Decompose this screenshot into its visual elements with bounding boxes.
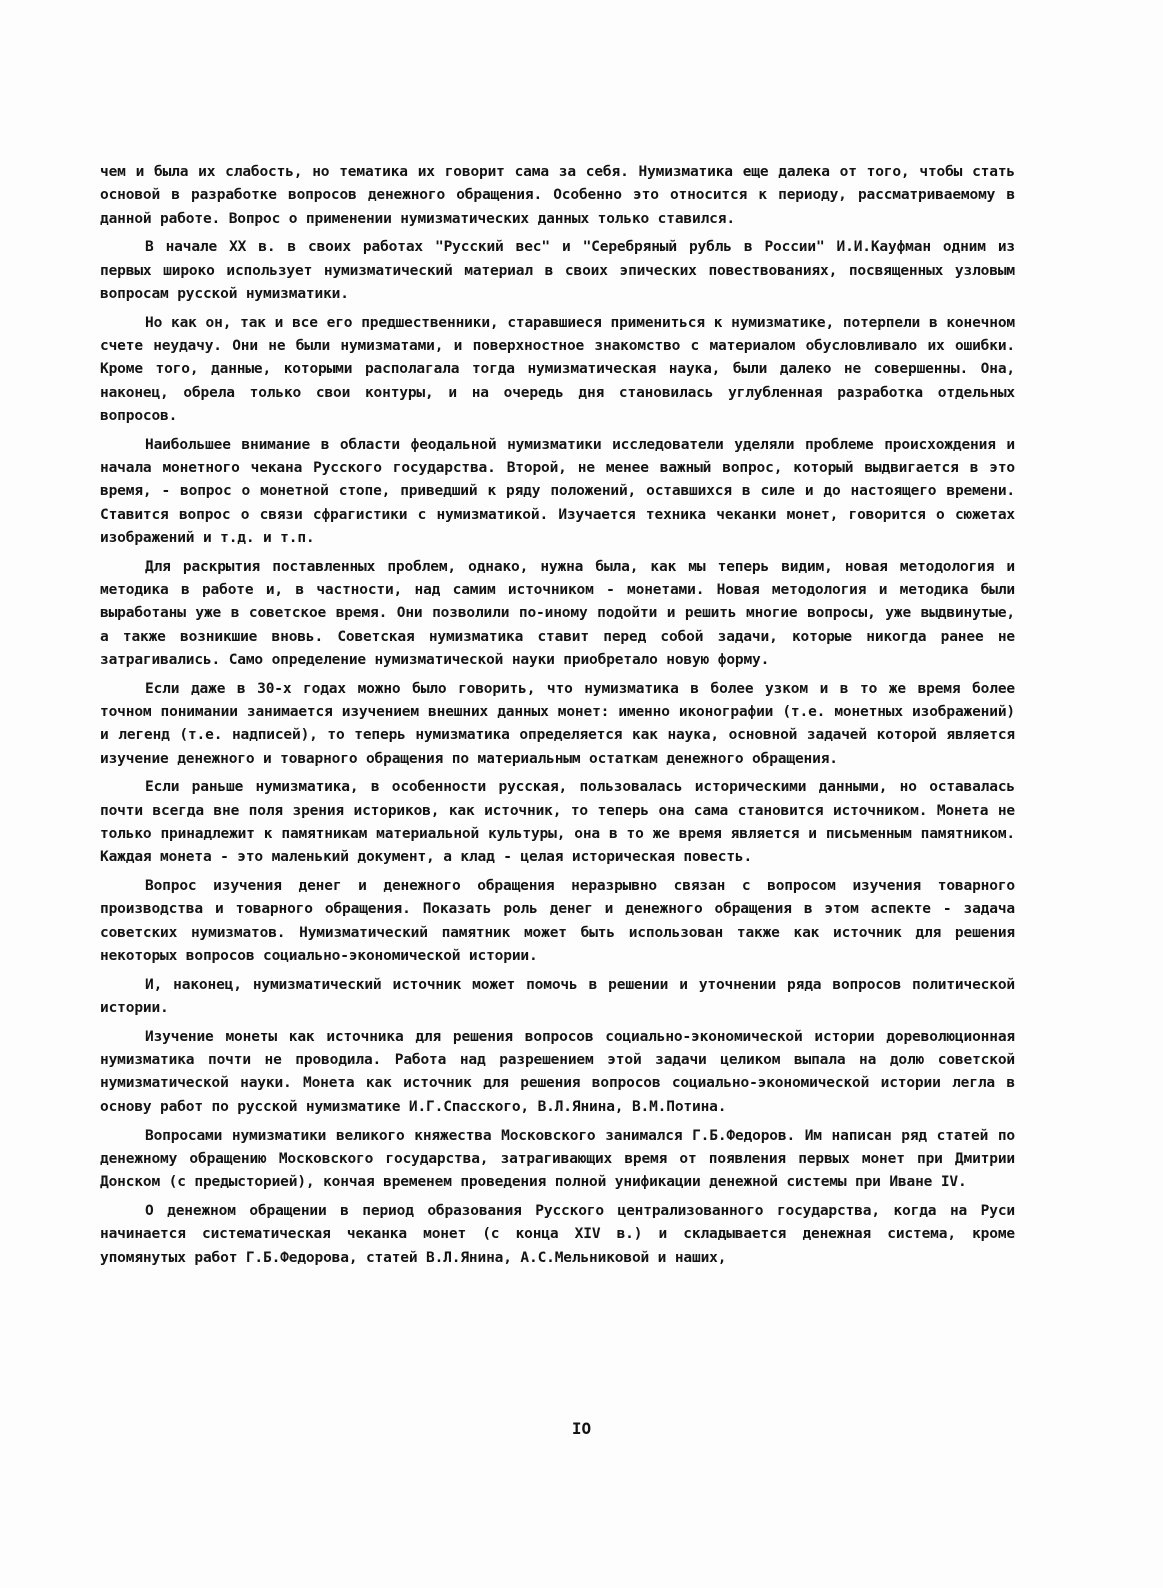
paragraph-7: Если раньше нумизматика, в особенности русская, пользовалась историческими данными, но оставалась почти всегда вне поля зрения историков, как источник, то теперь она сама становится источником. Монета не только принадлежит к памятникам материальной культуры, она в то же время является и письменным памятником. Каждая монета - это маленький документ, а клад - целая историческая повесть. [100,779,1015,866]
paragraph-11: Вопросами нумизматики великого княжества Московского занимался Г.Б.Федоров. Им написан ряд статей по денежному обращению Московского государства, затрагивающих время от появления первых монет при Дмитрии Донском (с предысторией), кончая временем проведения полной унификации денежной системы при Иване IV. [100,1127,1015,1191]
paragraph-3: Но как он, так и все его предшественники, старавшиеся примениться к нумизматике, потерпели в конечном счете неудачу. Они не были нумизматами, и поверхностное знакомство с материалом обусловливало их ошибки. Кроме того, данные, которыми располагала тогда нумизматическая наука, были далеко не совершенны. Она, наконец, обрела только свои контуры, и на очередь дня становилась углубленная разработка отдельных вопросов. [100,314,1015,424]
paragraph-6: Если даже в 30-х годах можно было говорить, что нумизматика в более узком и в то же время более точном понимании занимается изучением внешних данных монет: именно иконографии (т.е. монетных изображений) и легенд (т.е. надписей), то теперь нумизматика определяется как наука, основной задачей которой является изучение денежного и товарного обращения по материальным остаткам денежного обращения. [100,680,1015,767]
paragraph-1: чем и была их слабость, но тематика их говорит сама за себя. Нумизматика еще далека от того, чтобы стать основой в разработке вопросов денежного обращения. Особенно это относится к периоду, рассматриваемому в данной работе. Вопрос о применении нумизматических данных только ставился. [100,164,1015,227]
paragraph-2: В начале XX в. в своих работах "Русский вес" и "Серебряный рубль в России" И.И.Кауфман одним из первых широко использует нумизматический материал в своих эпических повествованиях, посвященных узловым вопросам русской нумизматики. [100,239,1015,302]
paragraph-12: О денежном обращении в период образования Русского централизованного государства, когда на Руси начинается систематическая чеканка монет (с конца XIV в.) и складывается денежная система, кроме упомянутых работ Г.Б.Федорова, статей В.Л.Янина, А.С.Мельниковой и наших, [100,1202,1015,1266]
paragraph-8: Вопрос изучения денег и денежного обращения неразрывно связан с вопросом изучения товарного производства и товарного обращения. Показать роль денег и денежного обращения в этом аспекте - задача советских нумизматов. Нумизматический памятник может быть использован также как источник для решения некоторых вопросов социально-экономической истории. [100,878,1015,964]
paragraph-5: Для раскрытия поставленных проблем, однако, нужна была, как мы теперь видим, новая методология и методика в работе и, в частности, над самим источником - монетами. Новая методология и методика были выработаны уже в советское время. Они позволили по-иному подойти и решить многие вопросы, уже выдвинутые, а также возникшие вновь. Советская нумизматика ставит перед собой задачи, которые никогда ранее не затрагивались. Само определение нумизматической науки приобретало новую форму. [100,558,1015,668]
page-number: IO [571,1419,592,1438]
body-text [100,161,1015,1275]
paragraph-9: И, наконец, нумизматический источник может помочь в решении и уточнении ряда вопросов политической истории. [100,976,1015,1017]
paragraph-4: Наибольшее внимание в области феодальной нумизматики исследователи уделяли проблеме происхождения и начала монетного чекана Русского государства. Второй, не менее важный вопрос, который выдвигается в это время, - вопрос о монетной стопе, приведший к ряду положений, оставшихся в силе и до настоящего времени. Ставится вопрос о связи сфрагистики с нумизматикой. Изучается техника чеканки монет, говорится о сюжетах изображений и т.д. и т.п. [100,436,1015,546]
paragraph-10: Изучение монеты как источника для решения вопросов социально-экономической истории дореволюционная нумизматика почти не проводила. Работа над разрешением этой задачи целиком выпала на долю советской нумизматической науки. Монета как источник для решения вопросов социально-экономической истории легла в основу работ по русской нумизматике И.Г.Спасского, В.Л.Янина, В.М.Потина. [100,1028,1015,1115]
